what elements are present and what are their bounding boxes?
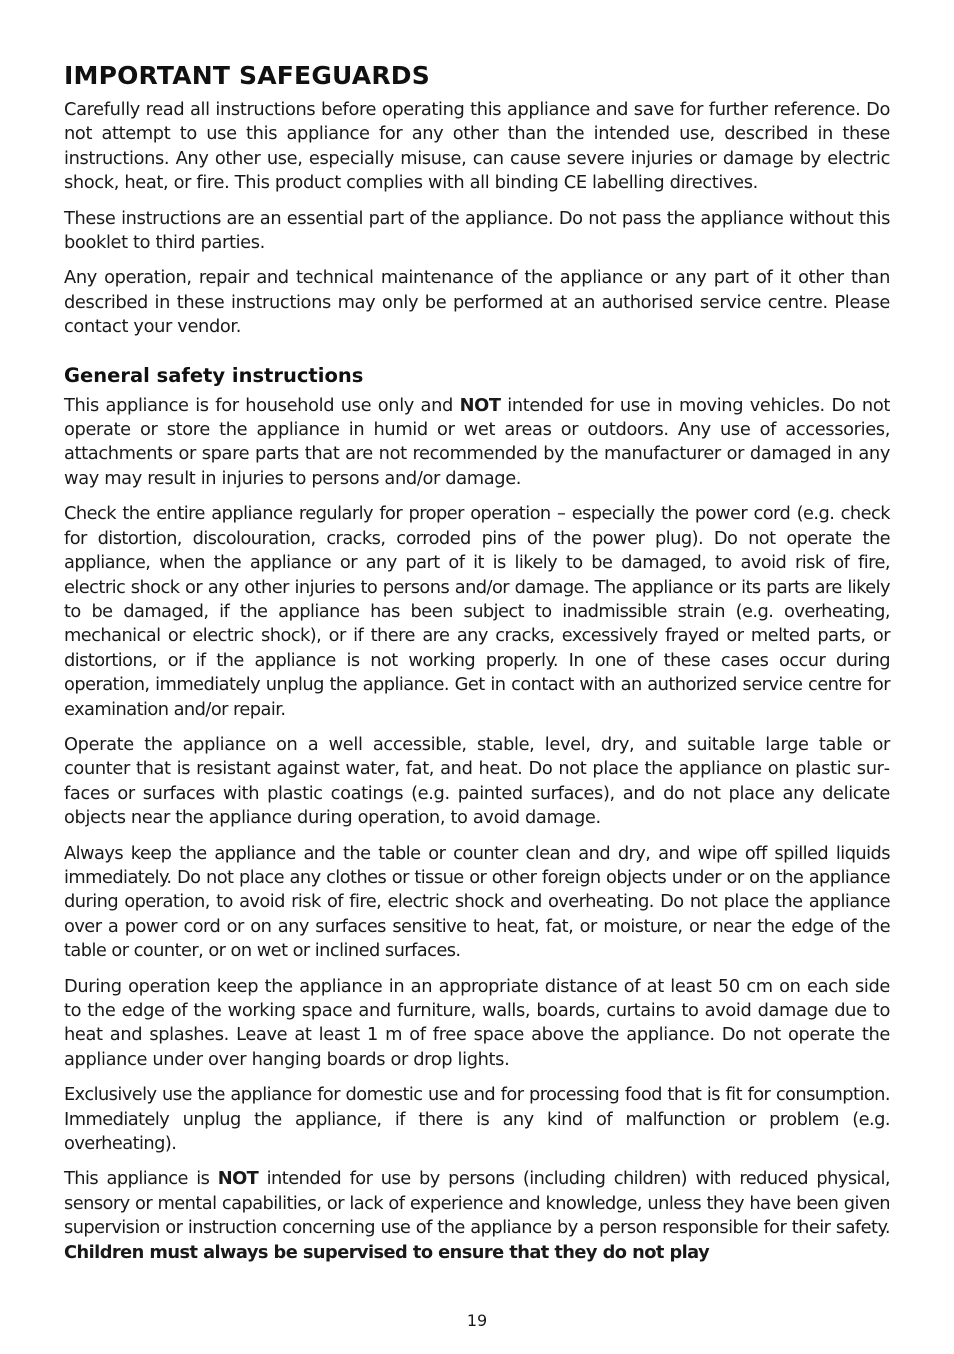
general-p1-emphasis: NOT [459, 394, 501, 416]
page-number: 19 [466, 1311, 488, 1330]
general-paragraph-4: Always keep the appliance and the table or counter clean and dry, and wipe off spilled liquids immediately. Do not place any clothes or tissue or other foreign objects under or on the appliance during operation, to avoid risk of fire, electric shock and overheating. Do not place the appliance over a power cord or on any surfaces sensitive to heat, fat, or moisture, or near the edge of the table or counter, or on wet or inclined surfaces. [64, 842, 890, 962]
general-paragraph-6: Exclusively use the appliance for domestic use and for processing food that is fit for consumption. Immediately unplug the appliance, if there is any kind of malfunction or problem (e.g. overheating). [64, 1084, 890, 1155]
general-p7-text-a: This appliance is [64, 1168, 218, 1190]
section-heading: General safety instructions [64, 363, 364, 387]
general-p7-emphasis-not: NOT [217, 1168, 259, 1190]
general-p7-text-b: intended for use by persons (including children) with reduced physical, sensory or mental capabilities, or lack of experience and knowledge, unless they have been given supervision or instruction concerning use of the appliance by a person responsible for their safety. [64, 1168, 890, 1239]
general-paragraph-3: Operate the appliance on a well accessible, stable, level, dry, and suitable large table or counter that is resistant against water, fat, and heat. Do not place the appliance on plastic surfaces or surfaces with plastic coatings (e.g. painted surfaces), and do not place any delicate objects near the appliance during operation, to avoid damage. [64, 733, 890, 829]
page-content [64, 58, 890, 1276]
general-p1-text-a: This appliance is for household use only and [64, 394, 460, 416]
general-paragraph-5: During operation keep the appliance in an appropriate distance of at least 50 cm on each side to the edge of the working space and furniture, walls, boards, curtains to avoid damage due to heat and splashes. Leave at least 1 m of free space above the appliance. Do not operate the appliance under over hanging boards or drop lights. [64, 975, 890, 1070]
intro-paragraph-2: These instructions are an essential part of the appliance. Do not pass the appliance without this booklet to third parties. [64, 207, 890, 254]
intro-paragraph-1: Carefully read all instructions before operating this appliance and save for further reference. Do not attempt to use this appliance for any other than the intended use, described in these instructions. Any other use, especially misuse, can cause severe injuries or damage by electric shock, heat, or fire. This product complies with all binding CE labelling directives. [64, 99, 890, 194]
intro-paragraph-3: Any operation, repair and technical maintenance of the appliance or any part of it other than described in these instructions may only be performed at an authorised service centre. Please contact your vendor. [64, 267, 890, 338]
page-title: IMPORTANT SAFEGUARDS [64, 61, 430, 90]
general-paragraph-1 [64, 394, 890, 492]
general-paragraph-2: Check the entire appliance regularly for proper operation – especially the power cord (e.g. check for distortion, discolouration, cracks, corroded pins of the power plug). Do not operate the appliance, when the appliance or any part of it is likely to be damaged, to avoid risk of fire, electric shock or any other injuries to persons and/or damage. The appliance or its parts are likely to be damaged, if the appliance has been subject to inadmissible strain (e.g. overheating, mechanical or electric shock), or if there are any cracks, excessively frayed or melted parts, or distortions, or if the appliance is not working properly. In one of these cases occur during operation, immediately unplug the appliance. Get in contact with an authorized service centre for examination and/or repair. [64, 503, 890, 720]
general-p7-emphasis-children: Children must always be supervised to ensure that they do not play [64, 1241, 710, 1263]
general-p1-text-b: intended for use in moving vehicles. Do not operate or store the appliance in humid or wet areas or outdoors. Any use of accessories, attachments or spare parts that are not recommended by the manufacturer or damaged in any way may result in injuries to persons and/or damage. [64, 394, 890, 489]
general-paragraph-7 [64, 1167, 890, 1265]
